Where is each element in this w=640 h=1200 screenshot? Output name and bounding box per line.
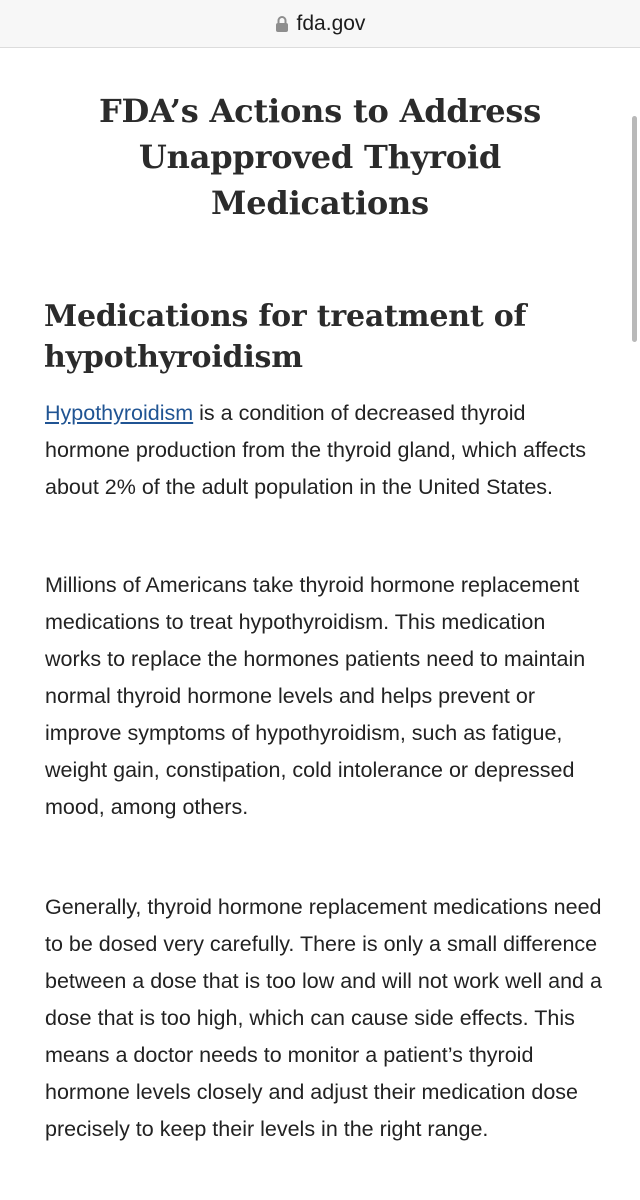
scrollbar[interactable]	[632, 116, 637, 342]
url-text: fda.gov	[296, 11, 366, 35]
hypothyroidism-link[interactable]: Hypothyroidism	[45, 401, 194, 425]
section-heading: Medications for treatment of hypothyroidism	[44, 299, 527, 375]
address-bar[interactable]	[0, 0, 640, 48]
paragraph-intro-text: is a condition of decreased thyroid hormone production from the thyroid gland, which affects about 2% of the adult population in the United States.	[45, 401, 586, 499]
lock-icon	[275, 15, 289, 33]
page-title: FDA’s Actions to Address Unapproved Thyroid Medications	[98, 92, 542, 222]
paragraph-intro	[45, 395, 605, 506]
paragraph-dosing: Generally, thyroid hormone replacement medications need to be dosed very carefully. There is only a small difference between a dose that is too low and will not work well and a dose that is too high, which can cause side effects. This means a doctor needs to monitor a patient’s thyroid hormone levels closely and adjust their medication dose precisely to keep their levels in the right range.	[45, 895, 602, 1141]
paragraph-millions: Millions of Americans take thyroid hormone replacement medications to treat hypothyroidism. This medication works to replace the hormones patients need to maintain normal thyroid hormone levels and helps prevent or improve symptoms of hypothyroidism, such as fatigue, weight gain, constipation, cold intolerance or depressed mood, among others.	[45, 573, 586, 819]
